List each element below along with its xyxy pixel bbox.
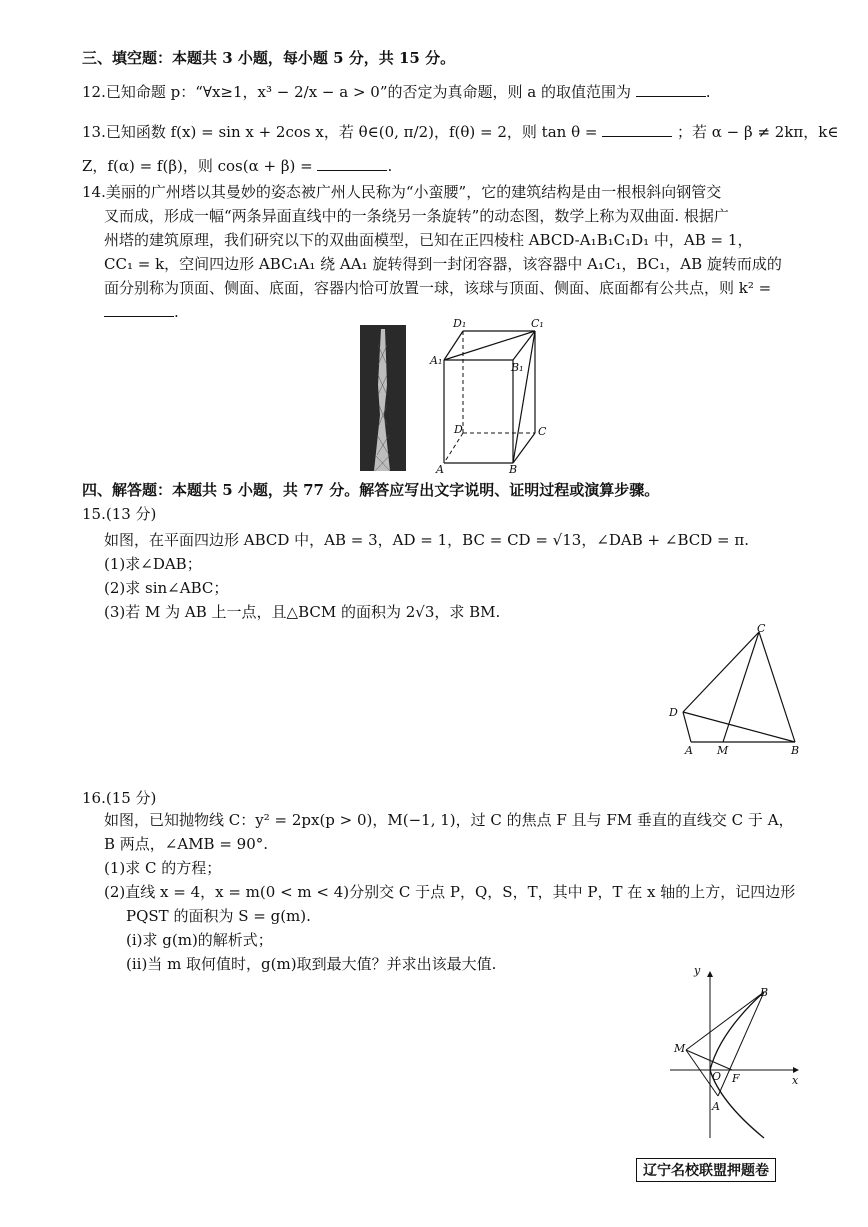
label-A1: A₁ bbox=[430, 354, 443, 367]
question-13-line2: Z，f(α) = f(β)，则 cos(α + β) = . bbox=[82, 157, 393, 175]
q13-text-1b: ；若 α − β ≠ 2kπ，k∈ bbox=[677, 123, 839, 141]
question-13-line1 bbox=[82, 122, 838, 142]
section4-heading: 四、解答题：本题共 5 小题，共 77 分。解答应写出文字说明、证明过程或演算步骤。 bbox=[82, 481, 660, 499]
canton-tower-photo bbox=[360, 325, 406, 471]
q12-text: 12.已知命题 p：“∀x≥1，x³ − 2/x − a > 0”的否定为真命题，则 a 的取值范围为 bbox=[82, 83, 631, 101]
q12-answer-blank bbox=[636, 82, 706, 97]
footer-badge: 辽宁名校联盟押题卷 bbox=[636, 1158, 776, 1182]
parabola-figure bbox=[660, 962, 810, 1142]
q16-intro-1: 如图，已知抛物线 C：y² = 2px(p > 0)，M(−1, 1)，过 C 的焦点 F 且与 FM 垂直的直线交 C 于 A， bbox=[104, 811, 794, 829]
label-A: A bbox=[436, 463, 444, 476]
parab-label-F: F bbox=[732, 1072, 740, 1085]
q15-intro: 如图，在平面四边形 ABCD 中，AB = 3，AD = 1，BC = CD = √13，∠DAB + ∠BCD = π. bbox=[104, 531, 749, 549]
quadrilateral-figure bbox=[665, 620, 815, 760]
parab-label-A: A bbox=[712, 1100, 720, 1113]
q14-line-1: 14.美丽的广州塔以其曼妙的姿态被广州人民称为“小蛮腰”，它的建筑结构是由一根根斜向钢管交 bbox=[82, 183, 722, 201]
q16-part2-i: (i)求 g(m)的解析式； bbox=[126, 931, 273, 949]
q16-intro-2: B 两点，∠AMB = 90°. bbox=[104, 835, 269, 853]
label-C1: C₁ bbox=[531, 317, 544, 330]
quad-label-B: B bbox=[791, 744, 800, 757]
q16-part2-b: PQST 的面积为 S = g(m). bbox=[126, 907, 311, 925]
parab-label-O: O bbox=[712, 1070, 722, 1083]
q14-answer-blank bbox=[104, 302, 174, 317]
section3-heading: 三、填空题：本题共 3 小题，每小题 5 分，共 15 分。 bbox=[82, 49, 456, 67]
q15-title: 15.(13 分) bbox=[82, 505, 157, 523]
q13-answer-blank-1 bbox=[602, 122, 672, 137]
q15-part3: (3)若 M 为 AB 上一点，且△BCM 的面积为 2√3，求 BM. bbox=[104, 603, 501, 621]
question-12: 12.已知命题 p：“∀x≥1，x³ − 2/x − a > 0”的否定为真命题，则 a 的取值范围为 . bbox=[82, 83, 711, 101]
quad-label-M: M bbox=[717, 744, 729, 757]
label-B1: B₁ bbox=[511, 361, 524, 374]
parab-label-M: M bbox=[674, 1042, 686, 1055]
q16-part2-ii: (ii)当 m 取何值时，g(m)取到最大值？并求出该最大值. bbox=[126, 955, 497, 973]
label-B: B bbox=[509, 463, 518, 476]
quad-label-A: A bbox=[685, 744, 693, 757]
label-C: C bbox=[538, 425, 547, 438]
label-D: D bbox=[454, 423, 463, 436]
q16-title: 16.(15 分) bbox=[82, 789, 157, 807]
label-D1: D₁ bbox=[453, 317, 467, 330]
q14-line-4: CC₁ = k，空间四边形 ABC₁A₁ 绕 AA₁ 旋转得到一封闭容器，该容器中 A₁C₁，BC₁，AB 旋转而成的 bbox=[104, 255, 782, 273]
prism-figure bbox=[425, 315, 555, 477]
q13-answer-blank-2 bbox=[317, 156, 387, 171]
q16-part1: (1)求 C 的方程； bbox=[104, 859, 222, 877]
q14-line-5: 面分别称为顶面、侧面、底面，容器内恰可放置一球，该球与顶面、侧面、底面都有公共点，则 k² = bbox=[104, 279, 772, 297]
parab-label-B: B bbox=[760, 986, 769, 999]
q14-line-3: 州塔的建筑原理，我们研究以下的双曲面模型，已知在正四棱柱 ABCD-A₁B₁C₁D₁ 中，AB = 1， bbox=[104, 231, 753, 249]
quad-label-D: D bbox=[669, 706, 678, 719]
q14-answer-line: . bbox=[104, 302, 179, 322]
q13-text-1: 13.已知函数 f(x) = sin x + 2cos x，若 θ∈(0, π/2)，f(θ) = 2，则 tan θ = bbox=[82, 123, 598, 141]
parab-label-x: x bbox=[792, 1074, 799, 1087]
q15-part2: (2)求 sin∠ABC； bbox=[104, 579, 229, 597]
parab-label-y: y bbox=[694, 964, 701, 977]
quad-label-C: C bbox=[757, 622, 766, 635]
q14-line-2: 叉而成，形成一幅“两条异面直线中的一条绕另一条旋转”的动态图，数学上称为双曲面. 根据广 bbox=[104, 207, 729, 225]
q13-text-2: Z，f(α) = f(β)，则 cos(α + β) = bbox=[82, 157, 313, 175]
q15-part1: (1)求∠DAB； bbox=[104, 555, 202, 573]
q16-part2-a: (2)直线 x = 4，x = m(0 < m < 4)分别交 C 于点 P，Q，S，T，其中 P，T 在 x 轴的上方，记四边形 bbox=[104, 883, 796, 901]
